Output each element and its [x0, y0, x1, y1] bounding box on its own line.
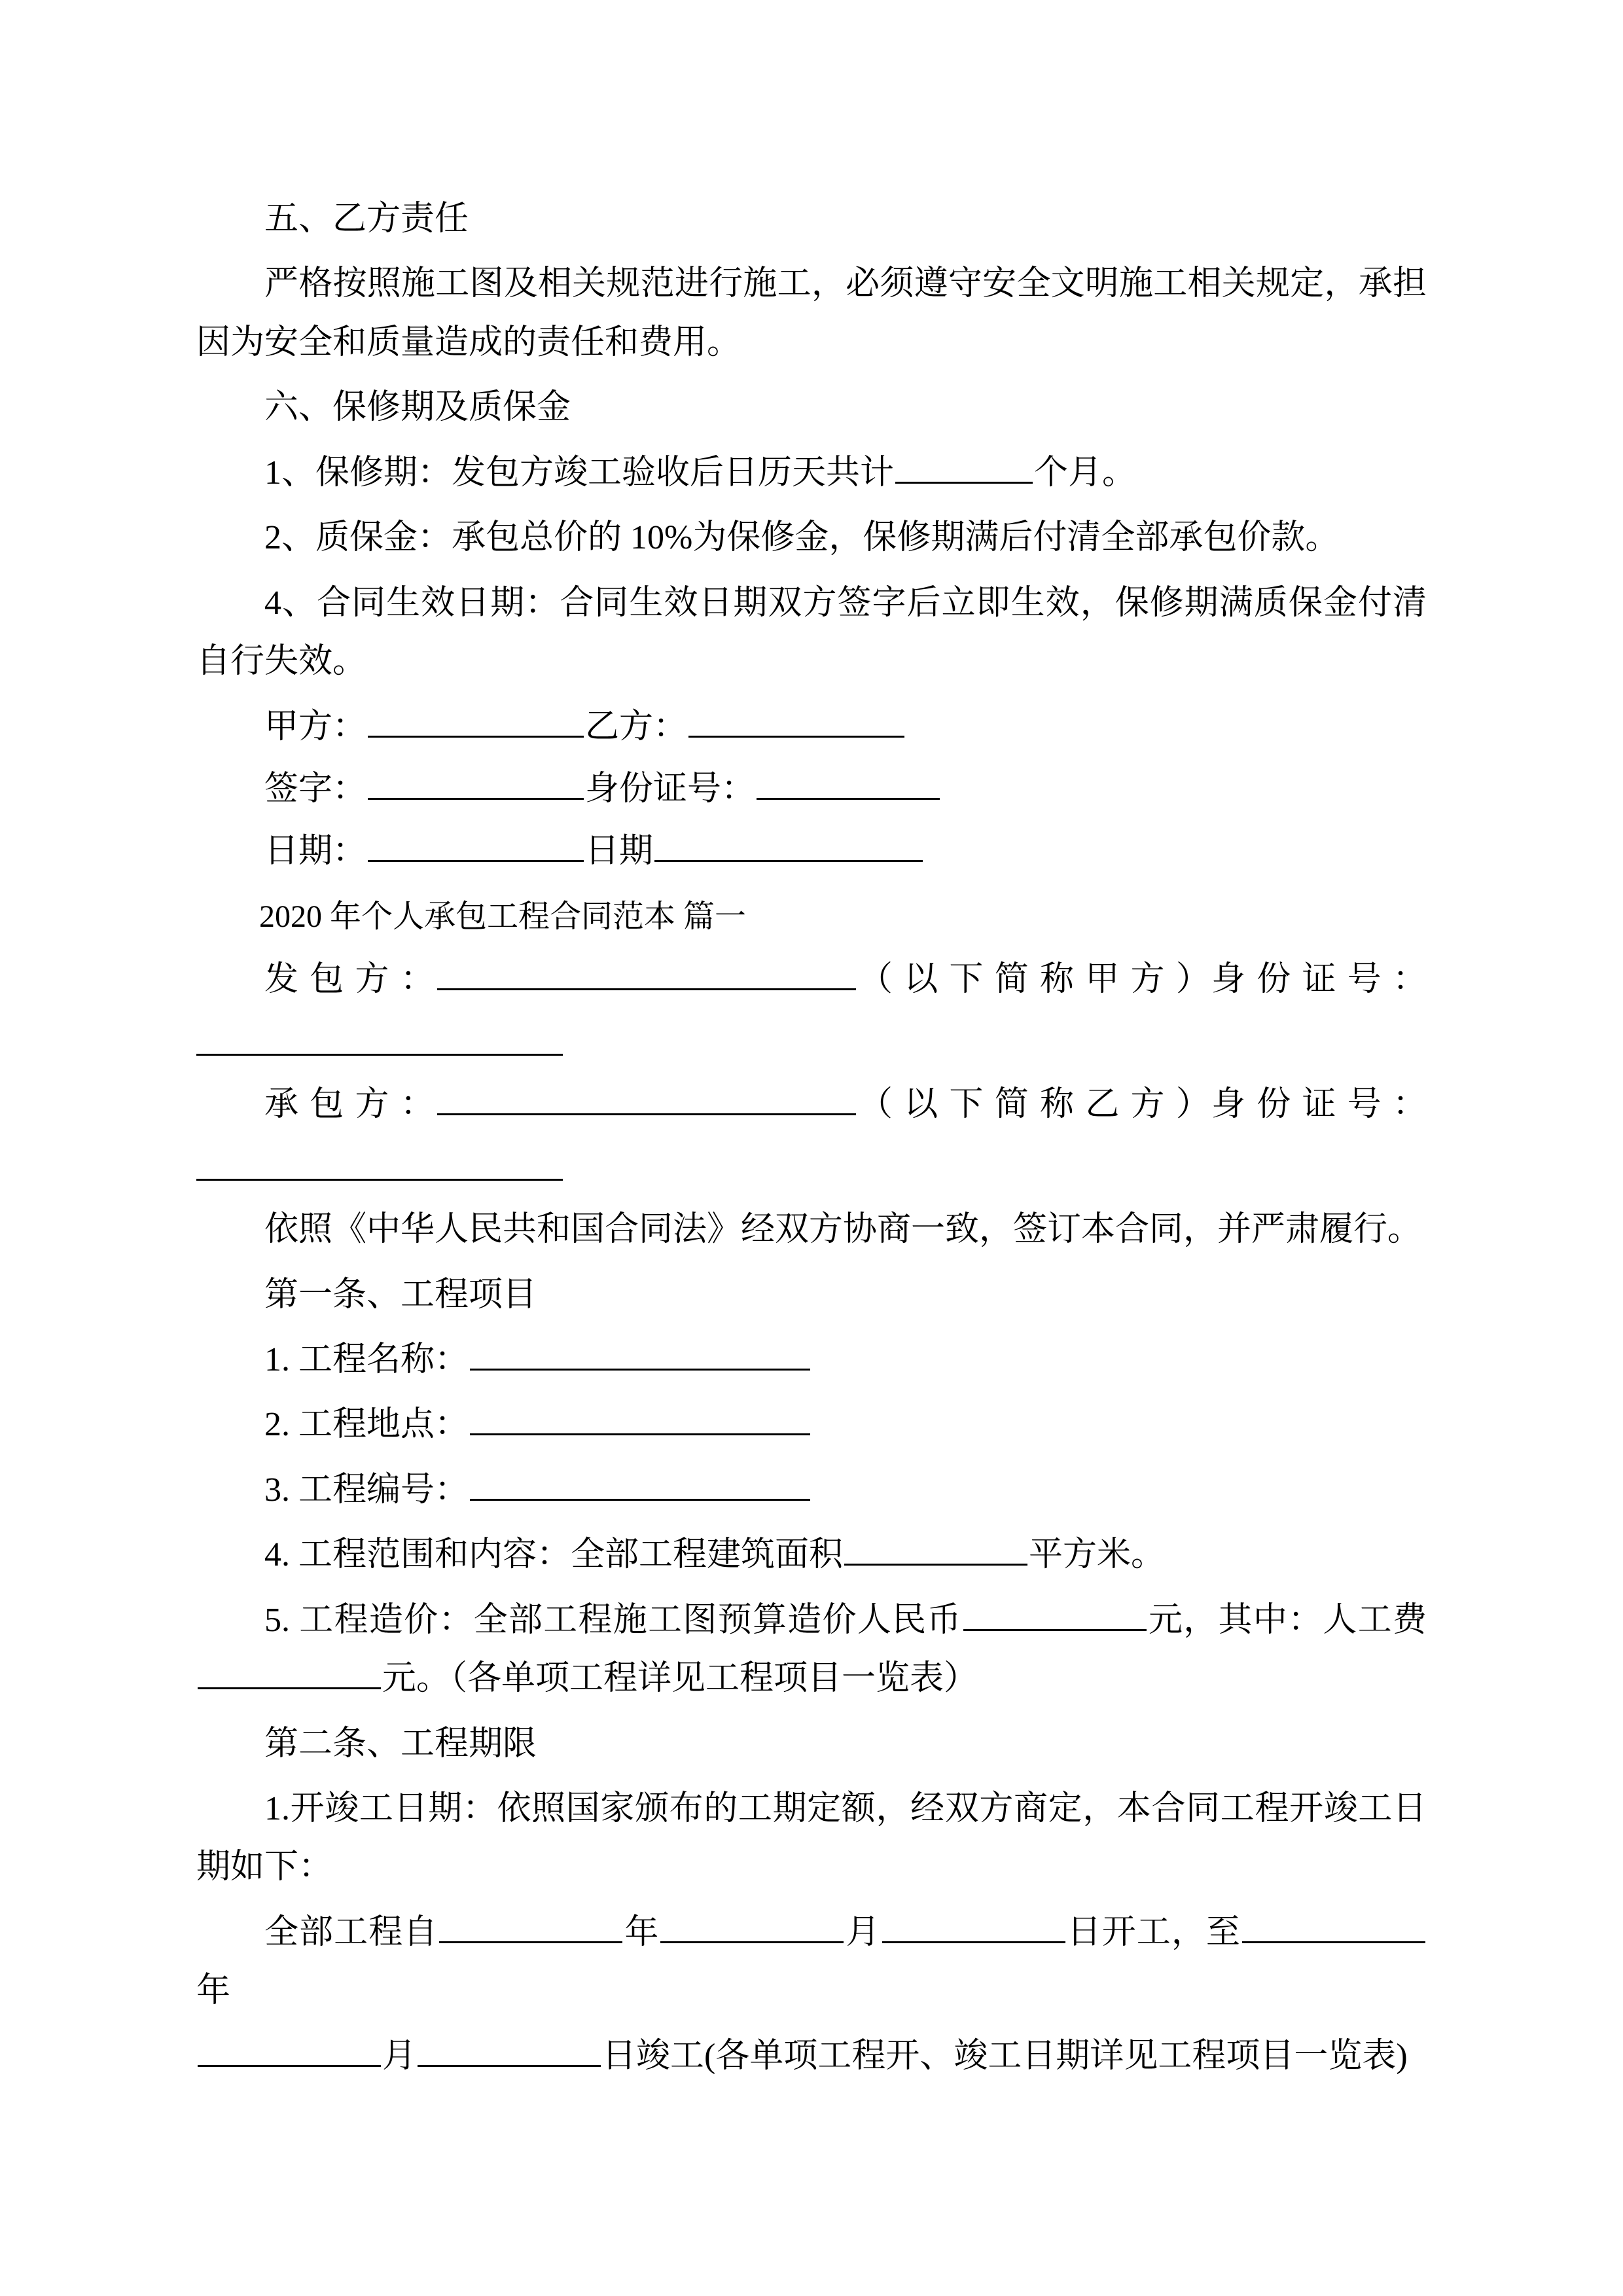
project-location-blank[interactable]	[470, 1398, 810, 1436]
issuer-label: 发 包 方 ：	[264, 961, 436, 999]
party-b-blank[interactable]	[688, 700, 904, 738]
end-month-blank[interactable]	[198, 2029, 381, 2067]
signature-line-sign	[196, 760, 1427, 818]
end-day-text: 日竣工(各单项工程开、竣工日期详见工程项目一览表)	[602, 2037, 1408, 2075]
end-year-blank[interactable]	[1242, 1905, 1425, 1943]
date-label-right: 日期	[585, 833, 654, 870]
project-number-blank[interactable]	[470, 1463, 810, 1501]
article-1-item-4	[196, 1526, 1427, 1584]
section-6-heading: 六、保修期及质保金	[264, 389, 571, 427]
sign-blank[interactable]	[368, 762, 584, 800]
contractor-name-blank[interactable]	[437, 1078, 856, 1116]
article-2-schedule-line-2	[196, 2027, 1427, 2085]
issuer-suffix: （ 以 下 简 称 甲 方 ）身 份 证 号 ：	[857, 961, 1427, 999]
project-cost-blank[interactable]	[963, 1593, 1147, 1631]
project-name-blank[interactable]	[470, 1333, 810, 1371]
schedule-start-label: 全部工程自	[264, 1913, 438, 1951]
contractor-id-line	[196, 1141, 1427, 1199]
section-5-body: 严格按照施工图及相关规范进行施工，必须遵守安全文明施工相关规定，承担因为安全和质量造成的责任和费用。	[196, 265, 1427, 361]
section-6-item-1-post: 个月。	[1034, 454, 1137, 492]
article-1-item-5	[196, 1591, 1427, 1708]
id-number-label: 身份证号：	[585, 770, 756, 808]
date-label-left: 日期：	[264, 833, 367, 870]
contractor-label: 承 包 方 ：	[264, 1086, 436, 1124]
article-1-heading: 第一条、工程项目	[264, 1276, 537, 1314]
project-number-label: 3. 工程编号：	[264, 1471, 469, 1509]
labor-cost-blank[interactable]	[198, 1652, 381, 1690]
end-month-unit: 月	[382, 2037, 417, 2075]
project-cost-pre: 5. 工程造价：全部工程施工图预算造价人民币	[264, 1601, 962, 1639]
project-location-label: 2. 工程地点：	[264, 1406, 469, 1444]
signature-line-parties	[196, 698, 1427, 756]
signature-line-date	[196, 822, 1427, 880]
issuer-id-blank[interactable]	[196, 1018, 563, 1056]
start-year-unit: 年	[624, 1913, 660, 1951]
contractor-id-blank[interactable]	[196, 1143, 563, 1181]
article-2-schedule-line-1	[196, 1903, 1427, 2020]
start-year-blank[interactable]	[439, 1905, 622, 1943]
contractor-line	[196, 1075, 1427, 1134]
article-1-item-3	[196, 1461, 1427, 1519]
sign-label: 签字：	[264, 770, 367, 808]
start-day-blank[interactable]	[882, 1905, 1065, 1943]
issuer-line	[196, 950, 1427, 1009]
project-cost-mid: 元，其中：人工费	[1147, 1601, 1427, 1639]
party-b-label: 乙方：	[585, 708, 688, 745]
sample-contract-title: 2020 年个人承包工程合同范本 篇一	[259, 899, 747, 934]
section-6-item-2: 2、质保金：承包总价的 10%为保修金，保修期满后付清全部承包价款。	[264, 519, 1340, 557]
issuer-name-blank[interactable]	[437, 953, 856, 991]
contractor-suffix: （ 以 下 简 称 乙 方 ）身 份 证 号 ：	[857, 1086, 1427, 1124]
date-blank-left[interactable]	[368, 825, 584, 863]
project-area-blank[interactable]	[844, 1528, 1027, 1566]
warranty-months-blank[interactable]	[895, 446, 1033, 484]
start-day-unit: 日开工，至	[1066, 1913, 1241, 1951]
project-scope-pre: 4. 工程范围和内容：全部工程建筑面积	[264, 1536, 844, 1574]
section-6-item-4: 4、合同生效日期：合同生效日期双方签字后立即生效，保修期满质保金付清自行失效。	[196, 584, 1427, 681]
project-cost-post: 元。（各单项工程详见工程项目一览表）	[382, 1660, 978, 1698]
project-name-label: 1. 工程名称：	[264, 1340, 469, 1378]
section-6-item-1	[196, 444, 1427, 502]
document-body	[196, 190, 1427, 2085]
start-month-unit: 月	[845, 1913, 881, 1951]
article-2-item-1: 1.开竣工日期：依照国家颁布的工期定额，经双方商定，本合同工程开竣工日期如下：	[196, 1790, 1427, 1886]
article-1-item-1	[196, 1331, 1427, 1389]
date-blank-right[interactable]	[654, 825, 923, 863]
issuer-id-line	[196, 1016, 1427, 1074]
article-1-item-2	[196, 1395, 1427, 1454]
project-scope-post: 平方米。	[1029, 1536, 1166, 1574]
section-6-item-1-pre: 1、保修期：发包方竣工验收后日历天共计	[264, 454, 895, 492]
start-month-blank[interactable]	[660, 1905, 844, 1943]
party-a-label: 甲方：	[264, 708, 367, 745]
article-2-heading: 第二条、工程期限	[264, 1725, 537, 1763]
end-day-blank[interactable]	[418, 2029, 601, 2067]
party-a-blank[interactable]	[368, 700, 584, 738]
end-year-unit: 年	[196, 1972, 231, 2010]
contract-preamble: 依照《中华人民共和国合同法》经双方协商一致，签订本合同，并严肃履行。	[264, 1211, 1422, 1249]
id-number-blank[interactable]	[757, 762, 940, 800]
section-5-heading: 五、乙方责任	[264, 200, 469, 238]
